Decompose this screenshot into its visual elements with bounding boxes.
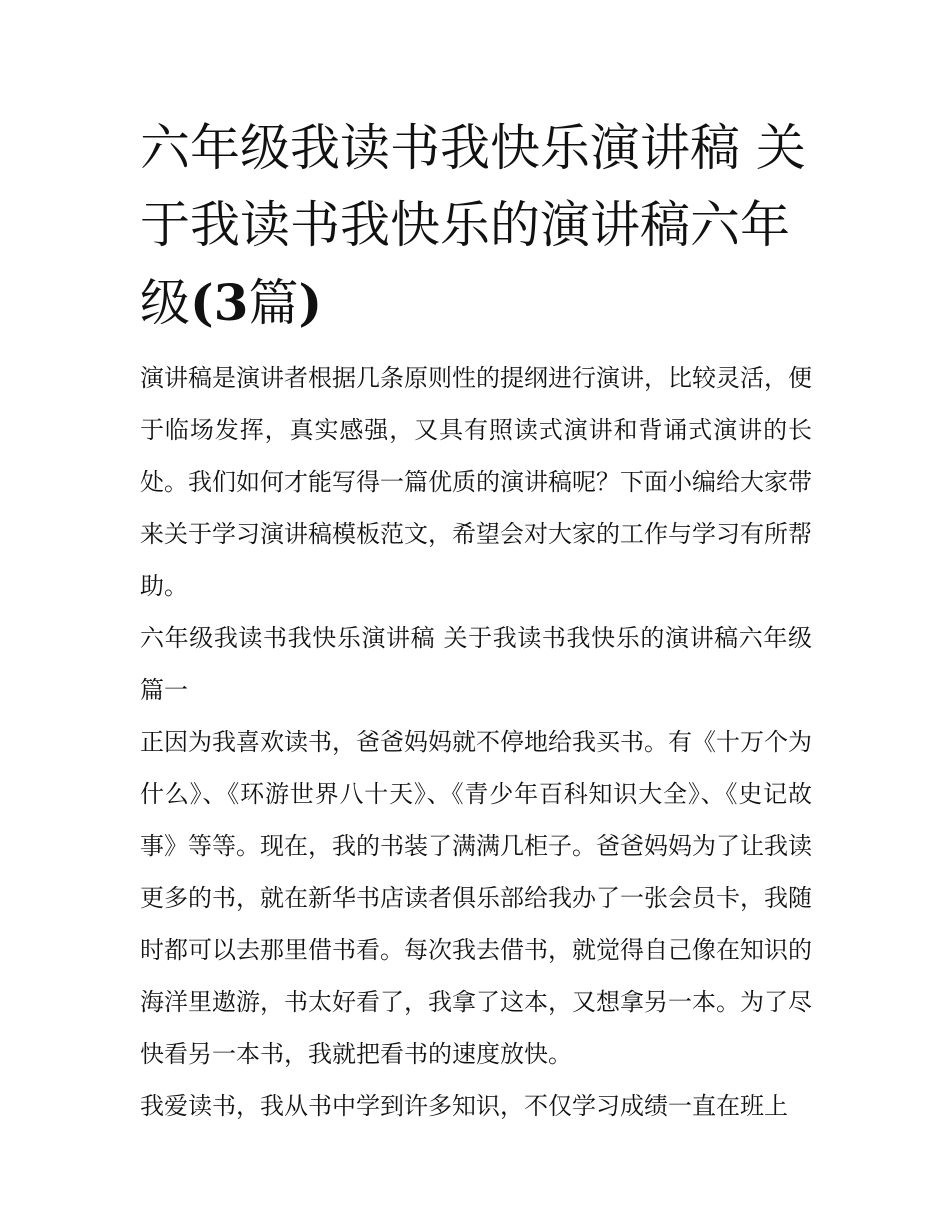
document-page xyxy=(140,110,812,1132)
body-paragraph: 正因为我喜欢读书，爸爸妈妈就不停地给我买书。有《十万个为什么》、《环游世界八十天》、《青少年百科知识大全》、《史记故事》等等。现在，我的书装了满满几柜子。爸爸妈妈为了让我读更多的书，就在新华书店读者俱乐部给我办了一张会员卡，我随时都可以去那里借书看。每次我去借书，就觉得自己像在知识的海洋里遨游，书太好看了，我拿了这本，又想拿另一本。为了尽快看另一本书，我就把看书的速度放快。 xyxy=(140,728,812,1068)
title-unit: 篇 xyxy=(248,274,299,332)
intro-paragraph: 演讲稿是演讲者根据几条原则性的提纲进行演讲，比较灵活，便于临场发挥，真实感强，又具有照读式演讲和背诵式演讲的长处。我们如何才能写得一篇优质的演讲稿呢？下面小编给大家带来关于学习演讲稿模板范文，希望会对大家的工作与学习有所帮助。 xyxy=(140,364,812,600)
title-text: 六年级我读书我快乐演讲稿 关于我读书我快乐的演讲稿六年级 xyxy=(140,119,806,332)
title-close-paren: ) xyxy=(298,273,323,332)
title-count: (3 xyxy=(190,273,249,332)
document-title-block xyxy=(140,110,812,342)
document-title xyxy=(140,110,812,342)
section-heading: 六年级我读书我快乐演讲稿 关于我读书我快乐的演讲稿六年级篇一 xyxy=(140,624,812,704)
body-paragraph: 我爱读书，我从书中学到许多知识，不仅学习成绩一直在班上 xyxy=(140,1092,788,1120)
